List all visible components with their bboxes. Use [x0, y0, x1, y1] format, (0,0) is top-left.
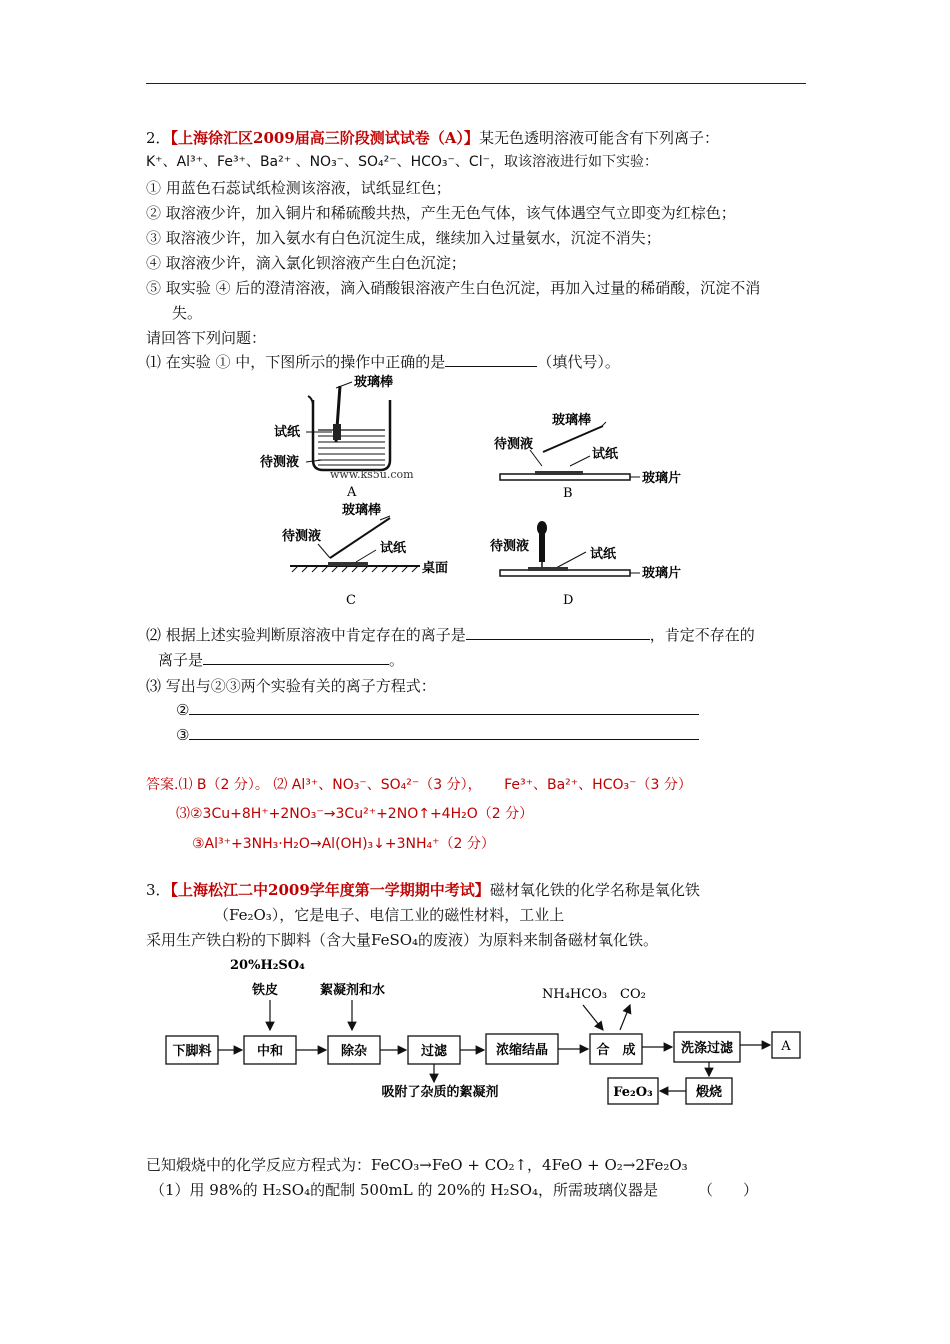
- figure-d: [490, 521, 681, 608]
- box-raw-material-label: 下脚料: [172, 1044, 212, 1059]
- box-a-label: A: [781, 1039, 791, 1054]
- q2-answer-line-2: ⑶②3Cu+8H⁺+2NO₃⁻→3Cu²⁺+2NO↑+4H₂O（2 分）: [176, 806, 534, 822]
- b-glass-rod-label: 玻璃棒: [552, 413, 592, 428]
- q2-sub2-blank-2[interactable]: [203, 650, 389, 665]
- q2-sub2-period: 。: [389, 651, 405, 669]
- input-h2so4: 20%H₂SO₄: [230, 958, 305, 973]
- q3-sub1: [150, 1180, 758, 1200]
- q2-stem: 某无色透明溶液可能含有下列离子：: [478, 129, 719, 147]
- q2-step-5-cont: 失。: [172, 304, 203, 322]
- answer-lead: 答案.: [146, 777, 179, 793]
- q2-sub2: [146, 625, 755, 645]
- box-fe2o3-label: Fe₂O₃: [613, 1085, 653, 1100]
- ph-test-figure: [250, 372, 710, 612]
- c-test-paper-label: 试纸: [380, 541, 407, 556]
- q2-step-2: ② 取溶液少许，加入铜片和稀硫酸共热，产生无色气体，该气体遇空气立即变为红棕色；: [146, 204, 736, 222]
- q2-ions: K⁺、Al³⁺、Fe³⁺、Ba²⁺ 、NO₃⁻、SO₄²⁻、HCO₃⁻、Cl⁻，取该溶液进行如下实验：: [146, 154, 658, 170]
- q3-stem-3: 采用生产铁白粉的下脚料（含大量FeSO₄的废液）为原料来制备磁材氧化铁。: [146, 931, 659, 949]
- a-test-liquid-label: 待测液: [260, 455, 300, 470]
- q2-sub2-ions-label: 离子是: [158, 651, 204, 669]
- q2-sub2-text: ⑵ 根据上述实验判断原溶液中肯定存在的离子是: [146, 626, 466, 644]
- q3-stem: 磁材氧化铁的化学名称是氧化铁: [489, 881, 700, 899]
- a-test-paper-label: 试纸: [274, 425, 301, 440]
- a-glass-rod-label: 玻璃棒: [354, 375, 394, 390]
- q2-sub1-text: ⑴ 在实验 ① 中，下图所示的操作中正确的是: [146, 353, 446, 371]
- output-co2: CO₂: [620, 987, 646, 1002]
- figure-b: [494, 412, 681, 501]
- q2-title: [146, 128, 719, 148]
- b-test-paper-label: 试纸: [592, 447, 619, 462]
- q2-sub3-blank-2[interactable]: [189, 700, 699, 715]
- q3-number: 3．: [146, 881, 171, 899]
- q2-step-4: ④ 取溶液少许，滴入氯化钡溶液产生白色沉淀；: [146, 254, 466, 272]
- q3-known: 已知煅烧中的化学反应方程式为：FeCO₃→FeO + CO₂↑，4FeO + O₂→2Fe₂O₃: [146, 1156, 688, 1174]
- box-filter-label: 过滤: [420, 1044, 448, 1059]
- q2-prompt: 请回答下列问题：: [146, 329, 267, 347]
- q2-sub3-circle-3: ③: [176, 726, 190, 744]
- header-rule: [146, 83, 806, 84]
- q2-sub1-tail: （填代号）。: [537, 353, 620, 371]
- d-test-liquid-label: 待测液: [490, 539, 530, 554]
- q3-title: [146, 880, 700, 900]
- box-wash-filter-label: 洗涤过滤: [680, 1041, 734, 1056]
- figure-c: [282, 502, 448, 608]
- answer-2b: Fe³⁺、Ba²⁺、HCO₃⁻（3 分）: [504, 777, 692, 793]
- box-calcine-label: 煅烧: [695, 1085, 723, 1100]
- label-b: B: [563, 486, 573, 501]
- answer-2: ⑵ Al³⁺、NO₃⁻、SO₄²⁻（3 分），: [273, 777, 482, 793]
- q2-sub3-line-3: [176, 725, 699, 745]
- process-flowchart: [160, 950, 810, 1120]
- answer-1: ⑴ B（2 分）。: [178, 777, 269, 793]
- c-test-liquid-label: 待测液: [282, 529, 322, 544]
- q2-sub2-line2: [158, 650, 404, 670]
- label-a: A: [347, 485, 357, 500]
- input-iron: 铁皮: [252, 983, 279, 998]
- b-test-liquid-label: 待测液: [494, 437, 534, 452]
- label-c: C: [346, 593, 356, 608]
- q2-step-3: ③ 取溶液少许，加入氨水有白色沉淀生成，继续加入过量氨水，沉淀不消失；: [146, 229, 661, 247]
- q2-sub2-blank-1[interactable]: [466, 625, 650, 640]
- q2-sub2-tail: ，肯定不存在的: [649, 626, 755, 644]
- label-d: D: [563, 593, 574, 608]
- d-test-paper-label: 试纸: [590, 547, 617, 562]
- box-purify-label: 除杂: [340, 1044, 368, 1059]
- q3-source: 【上海松江二中2009学年度第一学期期中考试】: [170, 881, 490, 899]
- d-slide-label: 玻璃片: [642, 566, 682, 581]
- box-concentrate-label: 浓缩结晶: [495, 1043, 549, 1058]
- q3-sub1-text: （1）用 98%的 H₂SO₄的配制 500mL 的 20%的 H₂SO₄，所需玻璃仪器是: [150, 1181, 659, 1199]
- q2-sub3-blank-3[interactable]: [189, 725, 699, 740]
- c-glass-rod-label: 玻璃棒: [342, 503, 382, 518]
- q2-answer-line-1: [146, 775, 692, 795]
- input-flocculant: 絮凝剂和水: [320, 983, 386, 998]
- q2-sub1-blank[interactable]: [445, 352, 537, 367]
- q2-answer-line-3: ③Al³⁺+3NH₃·H₂O→Al(OH)₃↓+3NH₄⁺（2 分）: [192, 836, 495, 852]
- q2-sub1: [146, 352, 620, 372]
- q3-stem-2: （Fe₂O₃），它是电子、电信工业的磁性材料，工业上: [214, 906, 565, 924]
- q2-step-5: ⑤ 取实验 ④ 后的澄清溶液，滴入硝酸银溶液产生白色沉淀，再加入过量的稀硝酸，沉淀不消: [146, 279, 761, 297]
- watermark: www.ks5u.com: [330, 468, 414, 481]
- box-synthesize-label: 合 成: [596, 1043, 636, 1058]
- q2-step-1: ① 用蓝色石蕊试纸检测该溶液，试纸显红色；: [146, 179, 451, 197]
- q3-sub1-answer-slot[interactable]: （ ）: [698, 1181, 759, 1199]
- q2-source: 【上海徐汇区2009届高三阶段测试试卷（A）】: [170, 129, 479, 147]
- box-neutralize-label: 中和: [256, 1044, 284, 1059]
- byproduct-label: 吸附了杂质的絮凝剂: [381, 1085, 499, 1100]
- c-desk-label: 桌面: [422, 561, 449, 576]
- q2-sub3-circle-2: ②: [176, 701, 190, 719]
- q2-number: 2．: [146, 129, 171, 147]
- input-nh4hco3: NH₄HCO₃: [542, 987, 608, 1002]
- q2-sub3: ⑶ 写出与②③两个实验有关的离子方程式：: [146, 677, 436, 695]
- b-slide-label: 玻璃片: [642, 471, 682, 486]
- figure-a: [260, 374, 414, 500]
- q2-sub3-line-2: [176, 700, 699, 720]
